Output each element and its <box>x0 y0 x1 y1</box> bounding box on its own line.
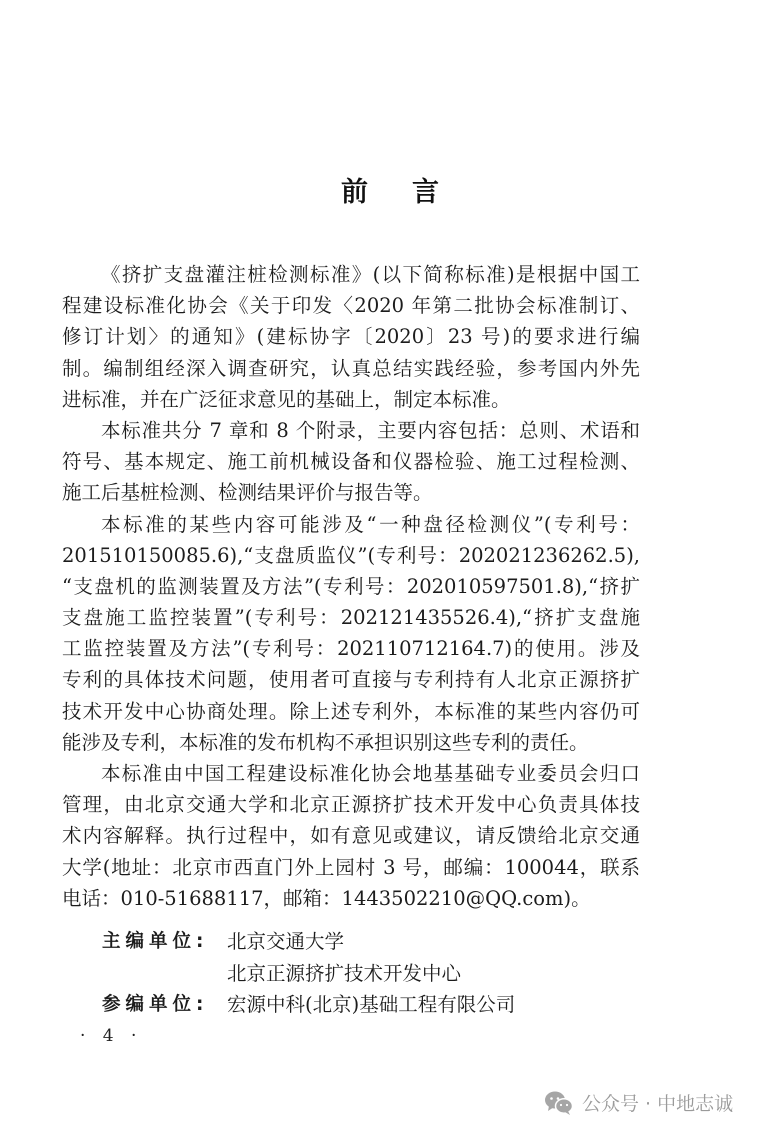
text-line: 施工后基桩检测、检测结果评价与报告等。 <box>62 481 433 505</box>
text-line: 专利的具体技术问题，使用者可直接与专利持有人北京正源挤扩 <box>62 668 640 692</box>
text-line: 能涉及专利，本标准的发布机构不承担识别这些专利的责任。 <box>62 730 589 754</box>
text-line: 《挤扩支盘灌注桩检测标准》(以下简称标准)是根据中国工 <box>101 263 640 286</box>
text-line: “支盘机的监测装置及方法”(专利号：202010597501.8),“挤扩 <box>62 574 640 598</box>
chief-editor-unit-row-2 <box>102 958 515 990</box>
page-number: · 4 · <box>80 1026 143 1046</box>
wechat-icon <box>544 1090 574 1116</box>
paragraph-4 <box>62 758 640 914</box>
title-char-2: 言 <box>412 177 439 208</box>
participating-unit-value: 宏源中科(北京)基础工程有限公司 <box>227 993 516 1016</box>
chief-editor-unit-row <box>102 926 515 958</box>
text-line: 进标准，并在广泛征求意见的基础上，制定本标准。 <box>62 387 511 411</box>
text-line: 电话：010-51688117，邮箱：1443502210@QQ.com)。 <box>62 886 591 910</box>
chief-editor-label: 主编单位: <box>102 931 209 952</box>
text-line: 工监控装置及方法”(专利号：202110712164.7)的使用。涉及 <box>62 637 640 661</box>
page-title <box>0 170 780 209</box>
participating-unit-label: 参编单位: <box>102 994 209 1015</box>
text-line: 大学(地址：北京市西直门外上园村 3 号，邮编：100044，联系 <box>62 855 640 879</box>
title-char-1: 前 <box>341 177 368 208</box>
preface-body <box>62 259 640 914</box>
watermark-text: 公众号 · 中地志诚 <box>582 1093 734 1115</box>
text-line: 程建设标准化协会《关于印发〈2020 年第二批协会标准制订、 <box>62 294 640 318</box>
text-line: 技术开发中心协商处理。除上述专利外，本标准的某些内容仍可 <box>62 699 640 723</box>
text-line: 符号、基本规定、施工前机械设备和仪器检验、施工过程检测、 <box>62 450 640 474</box>
text-line: 支盘施工监控装置”(专利号：202121435526.4),“挤扩支盘施 <box>62 606 640 630</box>
text-line: 201510150085.6),“支盘质监仪”(专利号：202021236262.5), <box>62 543 640 567</box>
empty-label <box>102 958 227 990</box>
paragraph-3 <box>62 509 640 759</box>
participating-unit-row <box>102 989 515 1021</box>
chief-editor-value: 北京交通大学 <box>227 930 345 953</box>
watermark <box>544 1089 733 1116</box>
text-line: 本标准的某些内容可能涉及“一种盘径检测仪”(专利号： <box>101 512 640 536</box>
paragraph-2 <box>62 415 640 509</box>
editing-units <box>102 926 515 1021</box>
text-line: 术内容解释。执行过程中，如有意见或建议，请反馈给北京交通 <box>62 824 640 848</box>
chief-editor-value-2: 北京正源挤扩技术开发中心 <box>227 961 462 985</box>
text-line: 本标准由中国工程建设标准化协会地基基础专业委员会归口 <box>101 762 640 785</box>
paragraph-1 <box>62 259 640 415</box>
text-line: 本标准共分 7 章和 8 个附录，主要内容包括：总则、术语和 <box>101 418 640 442</box>
text-line: 修订计划〉的通知》(建标协字〔2020〕23 号)的要求进行编 <box>62 325 640 349</box>
text-line: 管理，由北京交通大学和北京正源挤扩技术开发中心负责具体技 <box>62 793 640 817</box>
text-line: 制。编制组经深入调查研究，认真总结实践经验，参考国内外先 <box>62 356 640 380</box>
